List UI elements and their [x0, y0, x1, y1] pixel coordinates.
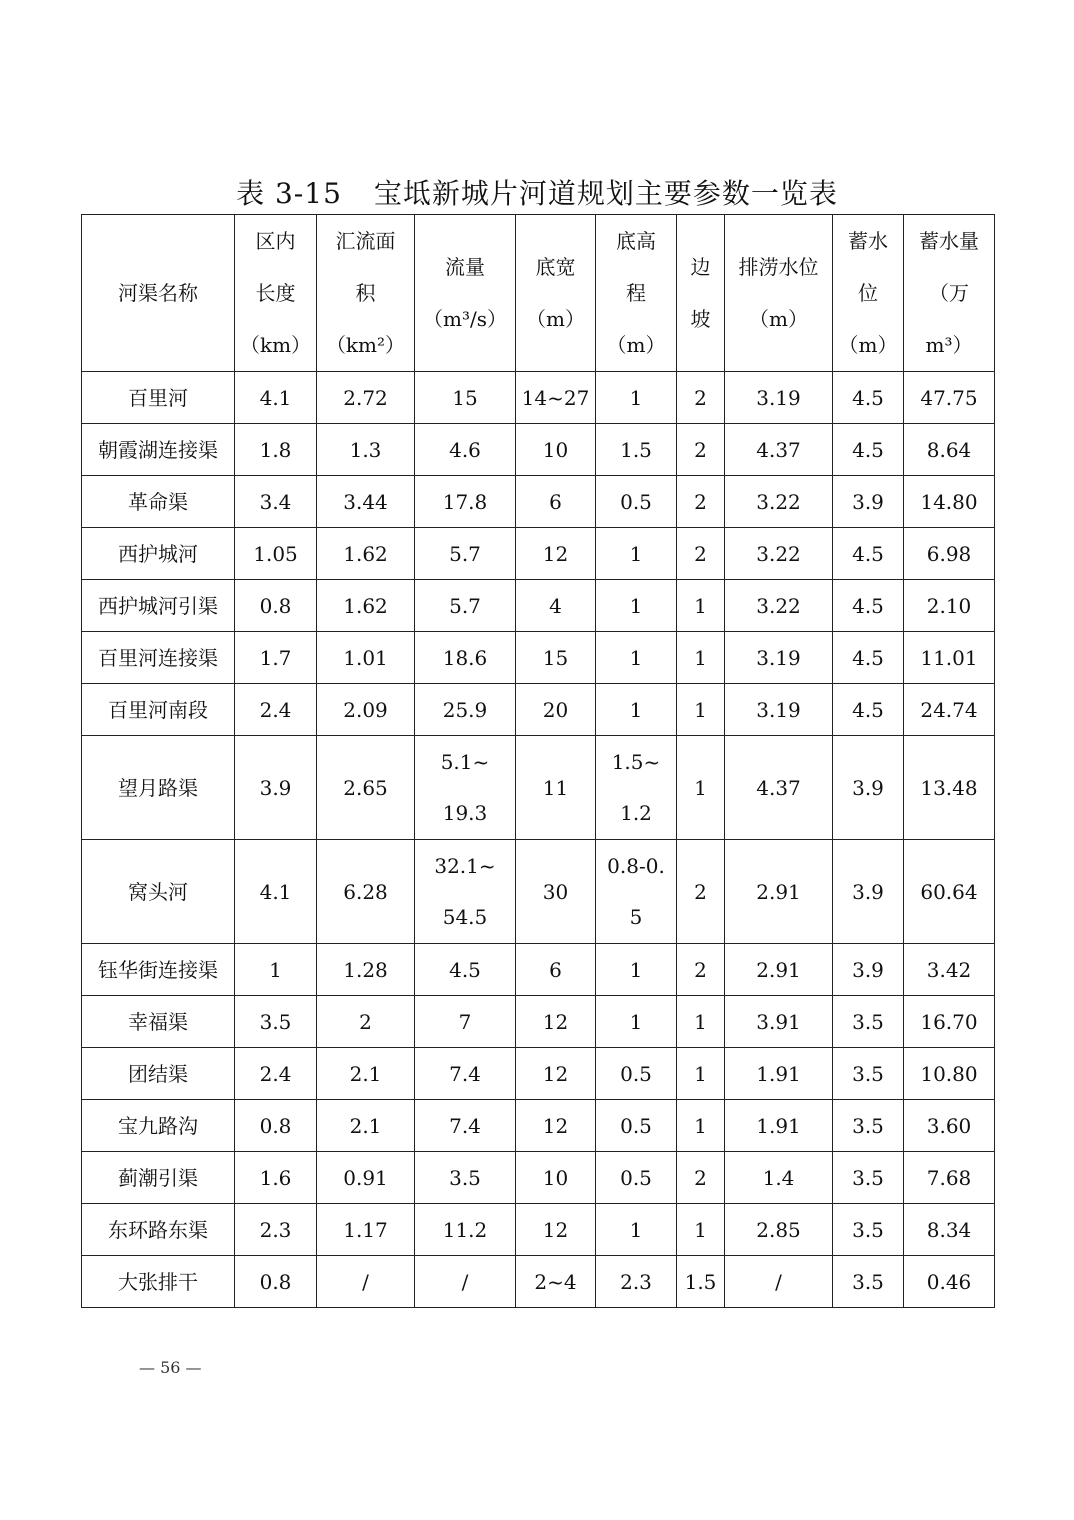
channel-name-cell: 百里河: [82, 372, 235, 424]
value-cell: 2.65: [317, 736, 415, 840]
value-cell: 3.44: [317, 476, 415, 528]
value-cell: 0.8: [235, 1256, 317, 1308]
channel-name-cell: 幸福渠: [82, 996, 235, 1048]
value-cell: 1: [596, 944, 677, 996]
value-cell: 30: [516, 840, 596, 944]
header-line: m³）: [925, 333, 973, 357]
header-cell: [596, 215, 677, 372]
value-cell: 3.9: [833, 944, 904, 996]
value-cell: 7.4: [415, 1100, 516, 1152]
header-line: （km²）: [325, 333, 406, 357]
channel-name-cell: 西护城河: [82, 528, 235, 580]
value-cell: 60.64: [904, 840, 995, 944]
value-cell: 3.5: [833, 1152, 904, 1204]
value-cell: 1.7: [235, 632, 317, 684]
table-row: [82, 528, 995, 580]
table-row: [82, 1204, 995, 1256]
table-title: [0, 172, 1074, 212]
value-cell: 2: [317, 996, 415, 1048]
header-line: （m）: [838, 333, 898, 357]
value-cell: 2.4: [235, 1048, 317, 1100]
value-cell: 0.8: [235, 580, 317, 632]
value-cell: 0.91: [317, 1152, 415, 1204]
table-row: [82, 580, 995, 632]
value-cell: 3.22: [725, 528, 833, 580]
value-cell: 4.37: [725, 424, 833, 476]
value-cell: 13.48: [904, 736, 995, 840]
value-cell: /: [317, 1256, 415, 1308]
value-cell: 47.75: [904, 372, 995, 424]
channel-name-cell: 大张排干: [82, 1256, 235, 1308]
value-cell: 3.9: [833, 840, 904, 944]
value-cell: 4.5: [833, 684, 904, 736]
value-cell: 1: [677, 1048, 725, 1100]
value-cell: 15: [415, 372, 516, 424]
value-cell: 3.5: [833, 1048, 904, 1100]
value-cell: 3.91: [725, 996, 833, 1048]
value-cell: 1.4: [725, 1152, 833, 1204]
header-line: （m）: [526, 307, 585, 331]
value-cell: 0.46: [904, 1256, 995, 1308]
header-line: 汇流面: [335, 229, 396, 253]
value-cell: 3.5: [833, 1204, 904, 1256]
value-cell: [415, 736, 516, 840]
table-title-text: 宝坻新城片河道规划主要参数一览表: [373, 177, 838, 210]
cell-line: 0.8-0.: [607, 853, 665, 878]
table-row: [82, 476, 995, 528]
channel-name-cell: 百里河南段: [82, 684, 235, 736]
value-cell: 10: [516, 424, 596, 476]
value-cell: 1.05: [235, 528, 317, 580]
header-line: 底高: [616, 229, 656, 253]
header-line: 底宽: [535, 255, 576, 279]
table-row: [82, 372, 995, 424]
value-cell: 11: [516, 736, 596, 840]
value-cell: 3.9: [235, 736, 317, 840]
value-cell: 12: [516, 1204, 596, 1256]
header-cell: [904, 215, 995, 372]
value-cell: /: [725, 1256, 833, 1308]
value-cell: 1: [596, 632, 677, 684]
value-cell: 2.3: [596, 1256, 677, 1308]
table-row: [82, 944, 995, 996]
value-cell: 4.6: [415, 424, 516, 476]
value-cell: 3.9: [833, 476, 904, 528]
header-line: 流量: [445, 255, 485, 279]
value-cell: 10: [516, 1152, 596, 1204]
value-cell: 4.5: [833, 580, 904, 632]
header-line: 河渠名称: [118, 281, 198, 305]
value-cell: 1: [235, 944, 317, 996]
header-row: [82, 215, 995, 372]
value-cell: 2.91: [725, 840, 833, 944]
cell-line: 54.5: [442, 904, 488, 929]
value-cell: 25.9: [415, 684, 516, 736]
value-cell: 8.34: [904, 1204, 995, 1256]
value-cell: 2: [677, 476, 725, 528]
header-line: 蓄水量: [919, 229, 979, 253]
value-cell: 3.5: [833, 1100, 904, 1152]
header-line: 排涝水位: [738, 255, 819, 279]
value-cell: 6: [516, 476, 596, 528]
value-cell: 1: [596, 528, 677, 580]
value-cell: 2: [677, 372, 725, 424]
value-cell: 5.7: [415, 528, 516, 580]
value-cell: 1.6: [235, 1152, 317, 1204]
value-cell: 15: [516, 632, 596, 684]
value-cell: 1.28: [317, 944, 415, 996]
header-line: （km）: [239, 333, 312, 357]
value-cell: 16.70: [904, 996, 995, 1048]
header-cell: [725, 215, 833, 372]
value-cell: 4.5: [833, 632, 904, 684]
table-row: [82, 424, 995, 476]
value-cell: 2~4: [516, 1256, 596, 1308]
table-row: [82, 736, 995, 840]
value-cell: 2: [677, 1152, 725, 1204]
value-cell: 2: [677, 944, 725, 996]
value-cell: 3.60: [904, 1100, 995, 1152]
value-cell: 2: [677, 840, 725, 944]
value-cell: 3.19: [725, 372, 833, 424]
value-cell: 1.91: [725, 1100, 833, 1152]
value-cell: 1: [677, 1100, 725, 1152]
value-cell: 1: [596, 684, 677, 736]
header-line: 位: [858, 281, 878, 305]
channel-name-cell: 东环路东渠: [82, 1204, 235, 1256]
header-cell: [82, 215, 235, 372]
cell-line: 5: [629, 904, 643, 929]
value-cell: 3.5: [833, 1256, 904, 1308]
value-cell: 14.80: [904, 476, 995, 528]
value-cell: 4.37: [725, 736, 833, 840]
value-cell: 3.5: [833, 996, 904, 1048]
cell-line: 1.2: [620, 800, 652, 825]
value-cell: 1: [677, 580, 725, 632]
header-line: （m）: [749, 307, 808, 331]
value-cell: 3.19: [725, 684, 833, 736]
cell-line: 1.5~: [611, 749, 661, 774]
value-cell: 4.5: [415, 944, 516, 996]
channel-name-cell: 钰华街连接渠: [82, 944, 235, 996]
channel-name-cell: 团结渠: [82, 1048, 235, 1100]
cell-line: 19.3: [442, 800, 488, 825]
header-line: 长度: [255, 281, 296, 305]
value-cell: 0.5: [596, 1152, 677, 1204]
value-cell: 2.4: [235, 684, 317, 736]
header-line: （m）: [606, 333, 666, 357]
value-cell: 3.5: [235, 996, 317, 1048]
value-cell: 1.17: [317, 1204, 415, 1256]
value-cell: 1.3: [317, 424, 415, 476]
value-cell: 2.10: [904, 580, 995, 632]
value-cell: 2.1: [317, 1048, 415, 1100]
value-cell: 2.72: [317, 372, 415, 424]
channel-name-cell: 望月路渠: [82, 736, 235, 840]
table-row: [82, 996, 995, 1048]
value-cell: 12: [516, 996, 596, 1048]
table-row: [82, 632, 995, 684]
value-cell: 8.64: [904, 424, 995, 476]
value-cell: 12: [516, 1048, 596, 1100]
table-number: 表 3-15: [236, 177, 342, 210]
channel-name-cell: 西护城河引渠: [82, 580, 235, 632]
value-cell: 4: [516, 580, 596, 632]
value-cell: 3.4: [235, 476, 317, 528]
channel-name-cell: 宝九路沟: [82, 1100, 235, 1152]
value-cell: [596, 736, 677, 840]
value-cell: 5.7: [415, 580, 516, 632]
header-cell: [677, 215, 725, 372]
value-cell: 1: [677, 1204, 725, 1256]
value-cell: 1: [677, 684, 725, 736]
value-cell: 1.5: [677, 1256, 725, 1308]
header-cell: [317, 215, 415, 372]
value-cell: 6: [516, 944, 596, 996]
value-cell: 1.01: [317, 632, 415, 684]
header-cell: [235, 215, 317, 372]
channel-name-cell: 百里河连接渠: [82, 632, 235, 684]
page-number: — 56 —: [139, 1358, 202, 1377]
value-cell: 2.3: [235, 1204, 317, 1256]
value-cell: 3.22: [725, 580, 833, 632]
value-cell: 2.85: [725, 1204, 833, 1256]
value-cell: 3.5: [415, 1152, 516, 1204]
table-row: [82, 1100, 995, 1152]
value-cell: 1: [677, 996, 725, 1048]
value-cell: 1.91: [725, 1048, 833, 1100]
value-cell: 0.5: [596, 476, 677, 528]
value-cell: 6.28: [317, 840, 415, 944]
value-cell: 6.98: [904, 528, 995, 580]
value-cell: 1: [596, 996, 677, 1048]
value-cell: 4.5: [833, 528, 904, 580]
value-cell: [596, 840, 677, 944]
value-cell: 3.9: [833, 736, 904, 840]
value-cell: 2.1: [317, 1100, 415, 1152]
channel-name-cell: 蓟潮引渠: [82, 1152, 235, 1204]
value-cell: 1: [596, 580, 677, 632]
header-line: （m³/s）: [423, 307, 507, 331]
value-cell: 2: [677, 528, 725, 580]
cell-line: 5.1~: [440, 749, 490, 774]
value-cell: 17.8: [415, 476, 516, 528]
value-cell: 0.8: [235, 1100, 317, 1152]
table-row: [82, 840, 995, 944]
value-cell: 1.5: [596, 424, 677, 476]
value-cell: 1.8: [235, 424, 317, 476]
header-cell: [516, 215, 596, 372]
value-cell: 4.1: [235, 372, 317, 424]
value-cell: 10.80: [904, 1048, 995, 1100]
value-cell: 4.1: [235, 840, 317, 944]
header-cell: [415, 215, 516, 372]
value-cell: 14~27: [516, 372, 596, 424]
value-cell: 1.62: [317, 528, 415, 580]
value-cell: [415, 840, 516, 944]
value-cell: 11.2: [415, 1204, 516, 1256]
value-cell: 1: [677, 736, 725, 840]
value-cell: 2.09: [317, 684, 415, 736]
value-cell: 3.22: [725, 476, 833, 528]
value-cell: 4.5: [833, 372, 904, 424]
table-row: [82, 1152, 995, 1204]
table-row: [82, 1048, 995, 1100]
value-cell: 3.42: [904, 944, 995, 996]
value-cell: 1: [596, 1204, 677, 1256]
value-cell: 11.01: [904, 632, 995, 684]
value-cell: 7.68: [904, 1152, 995, 1204]
value-cell: /: [415, 1256, 516, 1308]
value-cell: 1.62: [317, 580, 415, 632]
header-line: 区内: [255, 229, 296, 253]
value-cell: 7: [415, 996, 516, 1048]
value-cell: 18.6: [415, 632, 516, 684]
header-line: （万: [929, 281, 969, 305]
value-cell: 12: [516, 1100, 596, 1152]
value-cell: 3.19: [725, 632, 833, 684]
channel-name-cell: 朝霞湖连接渠: [82, 424, 235, 476]
value-cell: 1: [596, 372, 677, 424]
header-cell: [833, 215, 904, 372]
header-line: 坡: [690, 307, 711, 331]
channel-name-cell: 革命渠: [82, 476, 235, 528]
value-cell: 24.74: [904, 684, 995, 736]
value-cell: 1: [677, 632, 725, 684]
cell-line: 32.1~: [434, 853, 496, 878]
value-cell: 7.4: [415, 1048, 516, 1100]
value-cell: 0.5: [596, 1048, 677, 1100]
table-row: [82, 684, 995, 736]
value-cell: 0.5: [596, 1100, 677, 1152]
value-cell: 20: [516, 684, 596, 736]
header-line: 程: [626, 281, 646, 305]
channel-name-cell: 窝头河: [82, 840, 235, 944]
value-cell: 2: [677, 424, 725, 476]
parameter-table: [81, 214, 995, 1308]
value-cell: 12: [516, 528, 596, 580]
header-line: 蓄水: [848, 229, 888, 253]
header-line: 积: [355, 281, 376, 305]
value-cell: 4.5: [833, 424, 904, 476]
value-cell: 2.91: [725, 944, 833, 996]
header-line: 边: [690, 255, 711, 279]
table-row: [82, 1256, 995, 1308]
